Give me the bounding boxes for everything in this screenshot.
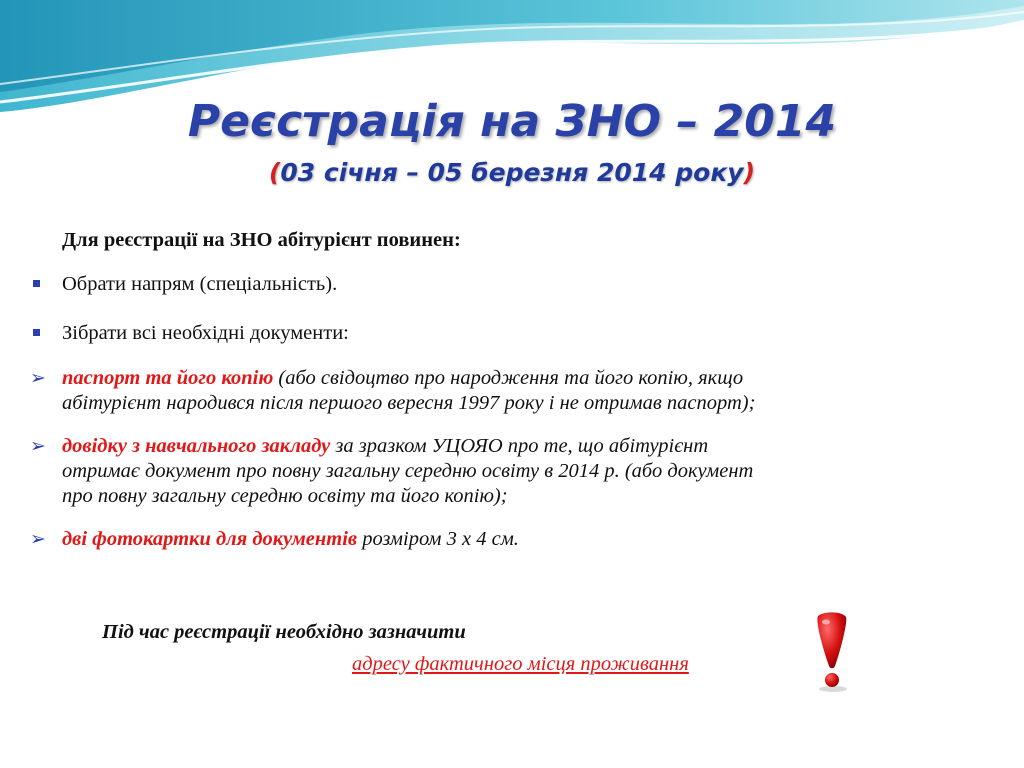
subtitle-dates: 03 січня – 05 березня 2014 року xyxy=(280,158,744,187)
blue-square-bullet-icon xyxy=(33,280,40,287)
blue-arrow-bullet-icon: ➢ xyxy=(30,367,46,389)
note-line: Під час реєстрації необхідно зазначити xyxy=(102,621,466,643)
bullet-item: Зібрати всі необхідні документи: xyxy=(62,322,349,344)
intro-text: Для реєстрації на ЗНО абітурієнт повинен: xyxy=(62,229,461,251)
red-exclamation-icon xyxy=(804,610,858,692)
subtitle-open-paren: ( xyxy=(268,158,281,187)
document-line: абітурієнт народився після першого вересня 1997 року і не отримав паспорт); xyxy=(62,392,756,414)
slide-subtitle xyxy=(0,158,1024,187)
document-highlight: довідку з навчального закладу xyxy=(62,435,331,457)
document-line: за зразком УЦОЯО про те, що абітурієнт xyxy=(330,435,709,457)
document-highlight: паспорт та його копію xyxy=(62,367,274,389)
subtitle-close-paren: ) xyxy=(743,158,756,187)
document-line: (або свідоцтво про народження та його копію, якщо xyxy=(273,367,744,389)
blue-arrow-bullet-icon: ➢ xyxy=(30,528,46,550)
slide-title: Реєстрація на ЗНО – 2014 xyxy=(187,96,837,147)
document-item-passport xyxy=(62,366,755,416)
blue-arrow-bullet-icon: ➢ xyxy=(30,435,46,457)
blue-square-bullet-icon xyxy=(33,329,40,336)
document-item-photos xyxy=(62,527,519,552)
document-item-certificate xyxy=(62,434,753,509)
document-line: отримає документ про повну загальну середню освіту в 2014 р. (або документ xyxy=(62,460,754,482)
document-highlight: дві фотокартки для документів xyxy=(62,528,358,550)
bullet-item: Обрати напрям (спеціальність). xyxy=(62,273,338,295)
document-line: про повну загальну середню освіту та його копію); xyxy=(62,485,508,507)
note-highlight: адресу фактичного місця проживання xyxy=(352,653,689,675)
document-line: розміром 3 х 4 см. xyxy=(357,528,519,550)
